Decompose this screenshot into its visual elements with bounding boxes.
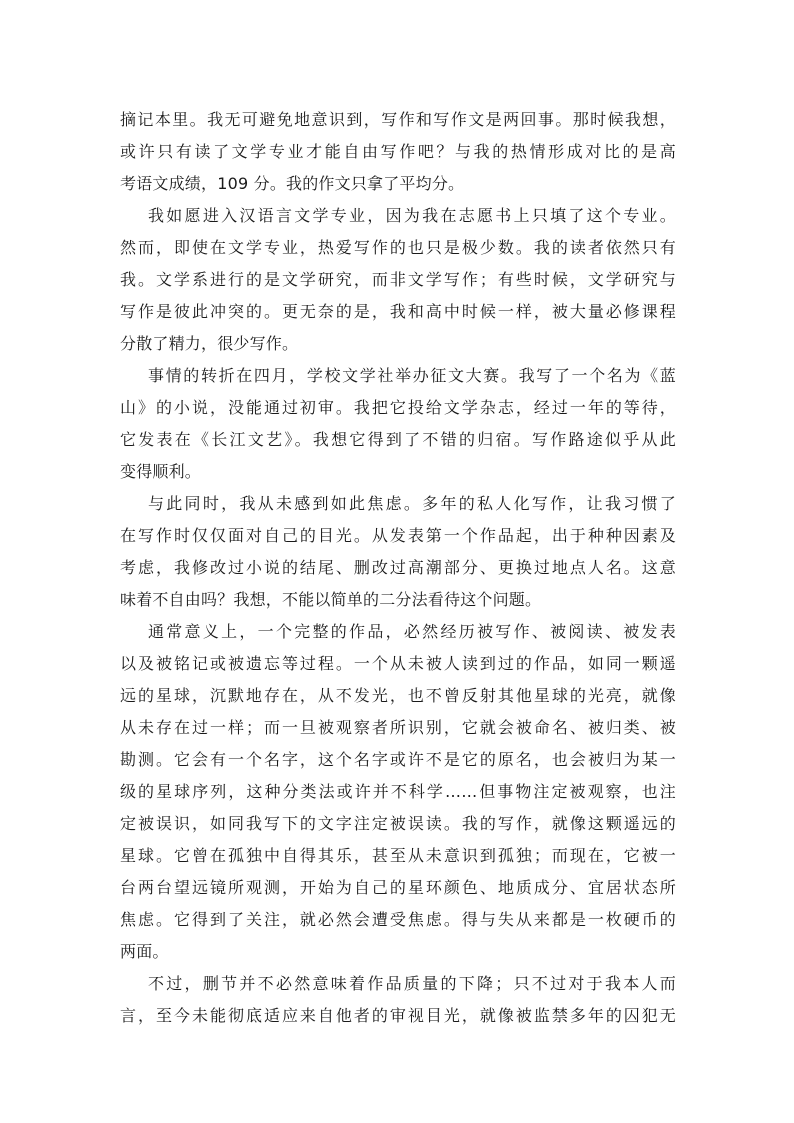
text-line: 我。文学系进行的是文学研究，而非文学写作；有些时候，文学研究与 — [120, 270, 676, 289]
text-line: 然而，即使在文学专业，热爱写作的也只是极少数。我的读者依然只有 — [120, 238, 676, 257]
text-line: 山》的小说，没能通过初审。我把它投给文学杂志，经过一年的等待， — [120, 398, 676, 417]
text-line: 勘测。它会有一个名字，这个名字或许不是它的原名，也会被归为某一 — [120, 750, 676, 769]
text-line: 考语文成绩，109 分。我的作文只拿了平均分。 — [120, 174, 465, 193]
text-line: 言，至今未能彻底适应来自他者的审视目光，就像被监禁多年的囚犯无 — [120, 1006, 676, 1025]
text-line: 焦虑。它得到了关注，就必然会遭受焦虑。得与失从来都是一枚硬币的 — [120, 910, 676, 929]
text-line: 它发表在《长江文艺》。我想它得到了不错的归宿。写作路途似乎从此 — [120, 430, 676, 449]
text-line: 考虑，我修改过小说的结尾、删改过高潮部分、更换过地点人名。这意 — [120, 558, 676, 577]
body-text — [120, 104, 676, 1032]
text-line: 不过，删节并不必然意味着作品质量的下降；只不过对于我本人而 — [148, 974, 676, 993]
paragraph — [120, 104, 676, 200]
text-line: 我如愿进入汉语言文学专业，因为我在志愿书上只填了这个专业。 — [148, 206, 676, 225]
paragraph — [120, 200, 676, 360]
text-line: 通常意义上，一个完整的作品，必然经历被写作、被阅读、被发表 — [148, 622, 676, 641]
text-line: 以及被铭记或被遗忘等过程。一个从未被人读到过的作品，如同一颗遥 — [120, 654, 676, 673]
text-line: 从未存在过一样；而一旦被观察者所识别，它就会被命名、被归类、被 — [120, 718, 676, 737]
text-line: 两面。 — [120, 942, 169, 961]
paragraph — [120, 488, 676, 616]
text-line: 远的星球，沉默地存在，从不发光，也不曾反射其他星球的光亮，就像 — [120, 686, 676, 705]
text-line: 摘记本里。我无可避免地意识到，写作和写作文是两回事。那时候我想， — [120, 110, 676, 129]
text-line: 事情的转折在四月，学校文学社举办征文大赛。我写了一个名为《蓝 — [148, 366, 676, 385]
text-line: 级的星球序列，这种分类法或许并不科学……但事物注定被观察，也注 — [120, 782, 676, 801]
paragraph — [120, 616, 676, 968]
text-line: 星球。它曾在孤独中自得其乐，甚至从未意识到孤独；而现在，它被一 — [120, 846, 676, 865]
text-line: 味着不自由吗？我想，不能以简单的二分法看待这个问题。 — [120, 590, 542, 609]
text-line: 与此同时，我从未感到如此焦虑。多年的私人化写作，让我习惯了 — [148, 494, 676, 513]
text-line: 或许只有读了文学专业才能自由写作吧？与我的热情形成对比的是高 — [120, 142, 676, 161]
text-line: 分散了精力，很少写作。 — [120, 334, 299, 353]
text-line: 在写作时仅仅面对自己的目光。从发表第一个作品起，出于种种因素及 — [120, 526, 676, 545]
text-line: 变得顺利。 — [120, 462, 202, 481]
paragraph — [120, 360, 676, 488]
paragraph — [120, 968, 676, 1032]
text-line: 定被误识，如同我写下的文字注定被误读。我的写作，就像这颗遥远的 — [120, 814, 676, 833]
text-line: 台两台望远镜所观测，开始为自己的星环颜色、地质成分、宜居状态所 — [120, 878, 676, 897]
text-line: 写作是彼此冲突的。更无奈的是，我和高中时候一样，被大量必修课程 — [120, 302, 676, 321]
